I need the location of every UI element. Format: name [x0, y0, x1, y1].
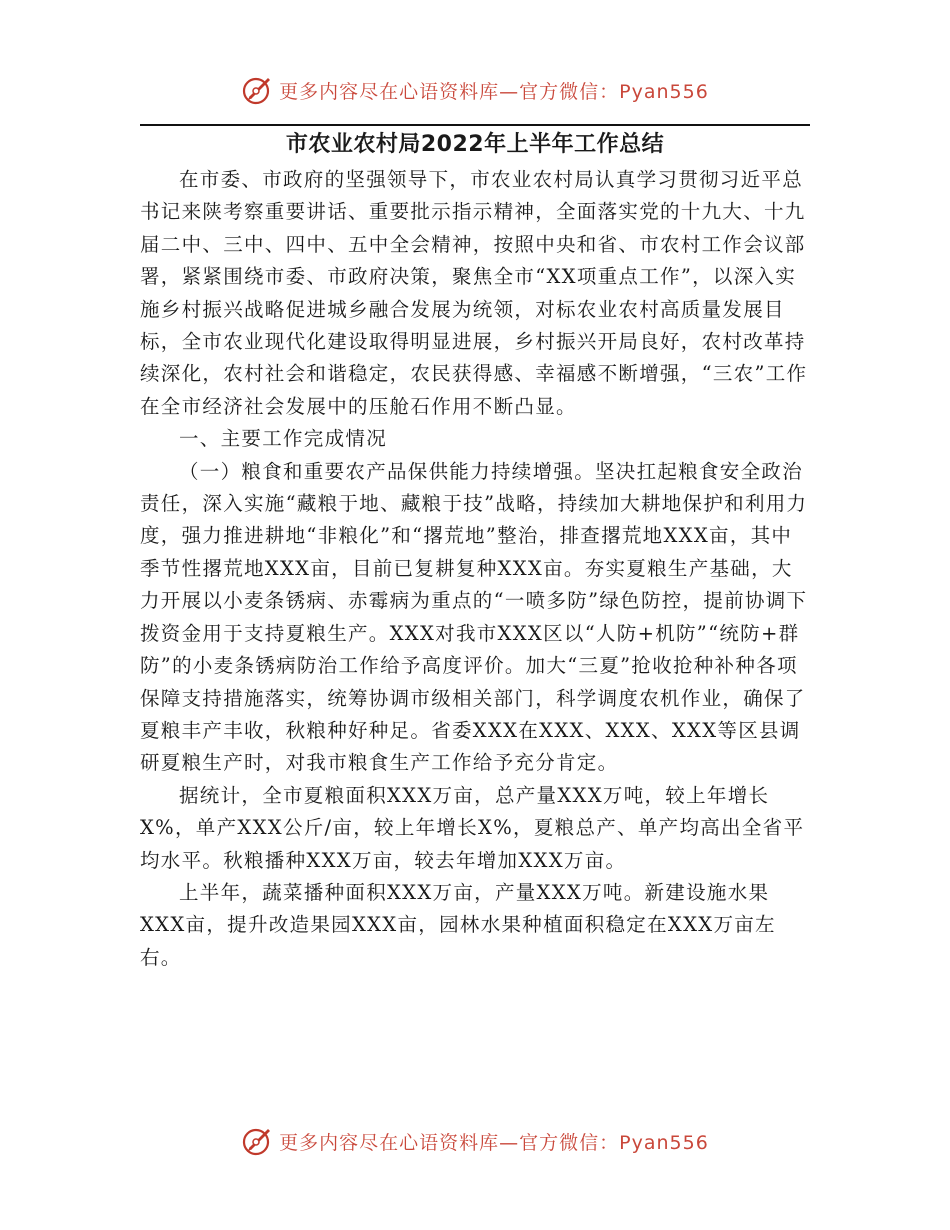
- watermark-text: 更多内容尽在心语资料库—官方微信：Pyan556: [279, 80, 709, 103]
- pen-logo-icon: [241, 1124, 275, 1158]
- section-heading: 一、主要工作完成情况: [179, 427, 388, 451]
- paragraph-grain: （一）粮食和重要农产品保供能力持续增强。坚决扛起粮食安全政治责任，深入实施“藏粮于地、藏粮于技”战略，持续加大耕地保护和利用力度，强力推进耕地“非粮化”和“撂荒地”整治，排查撂荒地XXX亩，其中季节性撂荒地XXX亩，目前已复耕复种XXX亩。夯实夏粮生产基础，大力开展以小麦条锈病、赤霉病为重点的“一喷多防”绿色防控，提前协调下拨资金用于支持夏粮生产。XXX对我市XXX区以“人防+机防”“统防+群防”的小麦条锈病防治工作给予高度评价。加大“三夏”抢收抢种补种各项保障支持措施落实，统筹协调市级相关部门，科学调度农机作业，确保了夏粮丰产丰收，秋粮种好种足。省委XXX在XXX、XXX、XXX等区县调研夏粮生产时，对我市粮食生产工作给予充分肯定。: [140, 459, 808, 775]
- pen-logo-icon: [241, 73, 275, 107]
- watermark-text: 更多内容尽在心语资料库—官方微信：Pyan556: [279, 1131, 709, 1154]
- paragraph-statistics: 据统计，全市夏粮面积XXX万亩，总产量XXX万吨，较上年增长X%，单产XXX公斤/亩，较上年增长X%，夏粮总产、单产均高出全省平均水平。秋粮播种XXX万亩，较去年增加XXX万亩。: [140, 783, 805, 872]
- document-body: [140, 164, 812, 974]
- watermark-header: [0, 70, 950, 110]
- paragraph-intro: 在市委、市政府的坚强领导下，市农业农村局认真学习贯彻习近平总书记来陕考察重要讲话、重要批示指示精神，全面落实党的十九大、十九届二中、三中、四中、五中全会精神，按照中央和省、市农村工作会议部署，紧紧围绕市委、市政府决策，聚焦全市“XX项重点工作”，以深入实施乡村振兴战略促进城乡融合发展为统领，对标农业农村高质量发展目标，全市农业现代化建设取得明显进展，乡村振兴开局良好，农村改革持续深化，农村社会和谐稳定，农民获得感、幸福感不断增强，“三农”工作在全市经济社会发展中的压舱石作用不断凸显。: [140, 168, 808, 418]
- document-title: 市农业农村局2022年上半年工作总结: [285, 132, 665, 157]
- header-rule: [140, 124, 810, 126]
- watermark-footer: [0, 1121, 950, 1161]
- paragraph-vegetables: 上半年，蔬菜播种面积XXX万亩，产量XXX万吨。新建设施水果XXX亩，提升改造果园XXX亩，园林水果种植面积稳定在XXX万亩左右。: [140, 880, 776, 969]
